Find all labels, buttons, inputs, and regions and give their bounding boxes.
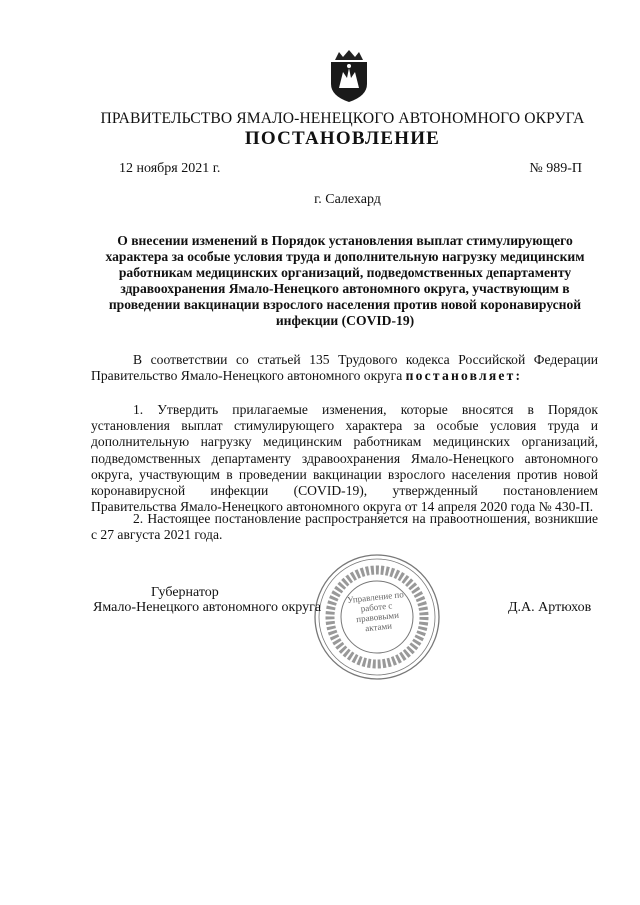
document-type: ПОСТАНОВЛЕНИЕ bbox=[244, 128, 441, 149]
paragraph-1: 1. Утвердить прилагаемые изменения, которые вносятся в Порядок установления выплат стимулирующего характера за особые условия труда и дополнительную нагрузку медицинским работникам медицинских организаций, подведомственных департаменту здравоохранения Ямало-Ненецкого автономного округа, участвующим в проведении вакцинации взрослого населения против новой коронавирусной инфекции (COVID-19), утвержденный постановлением Правительства Ямало-Ненецкого автономного округа от 14 апреля 2020 года № 430-П. bbox=[91, 402, 598, 515]
document-number: № 989-П bbox=[529, 161, 582, 176]
document-city: г. Салехард bbox=[314, 192, 381, 207]
resolves-word: постановляет: bbox=[405, 368, 523, 384]
signatory-organization: Ямало-Ненецкого автономного округа bbox=[93, 600, 322, 615]
document-date: 12 ноября 2021 г. bbox=[119, 161, 221, 176]
coat-of-arms-icon bbox=[327, 48, 371, 104]
paragraph-2: 2. Настоящее постановление распространяется на правоотношения, возникшие с 27 августа 2021 года. bbox=[91, 511, 598, 543]
stamp-inner-text: Управление по работе с правовыми актами bbox=[346, 589, 405, 634]
organization-name: ПРАВИТЕЛЬСТВО ЯМАЛО-НЕНЕЦКОГО АВТОНОМНОГО ОКРУГА bbox=[100, 110, 585, 127]
signatory-title: Губернатор bbox=[151, 585, 219, 600]
preamble-text: В соответствии со статьей 135 Трудового кодекса Российской Федерации Правительство Ямало-Ненецкого автономного округа bbox=[91, 352, 598, 384]
preamble-paragraph bbox=[91, 352, 598, 384]
document-title: О внесении изменений в Порядок установления выплат стимулирующего характера за особые условия труда и дополнительную нагрузку медицинским работникам медицинских организаций, подведомственных департаменту здравоохранения Ямало-Ненецкого автономного округа, участвующим в проведении вакцинации взрослого населения против новой коронавирусной инфекции (COVID-19) bbox=[105, 233, 585, 328]
signatory-name: Д.А. Артюхов bbox=[508, 600, 592, 615]
